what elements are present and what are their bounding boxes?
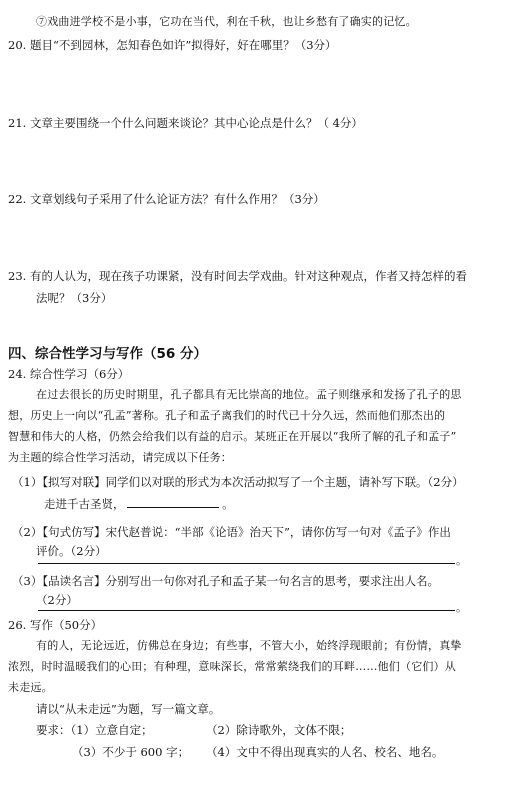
question-22: 22. 文章划线句子采用了什么论证方法？有什么作用？（3分） (8, 192, 325, 206)
requirements-label: 要求： (36, 723, 71, 737)
task-3-period: 。 (456, 601, 467, 614)
q24-passage-line: 为主题的综合性学习活动，请完成以下任务： (8, 451, 232, 464)
question-23-line-2: 法呢？（3分） (36, 291, 113, 305)
requirement-3: （3）不少于 600 字； (72, 745, 190, 759)
task-1-line-2: 走进千古圣贤， (44, 497, 125, 511)
task-2-line-1: （2）【句式仿写】宋代赵普说：“半部《论语》治天下”，请你仿写一句对《孟子》作出 (12, 525, 451, 539)
q24-passage-line: 想，历史上一向以“孔孟”著称。孔子和孟子离我们的时代已十分久远，然而他们那杰出的 (8, 409, 446, 422)
task-1-period: 。 (222, 497, 234, 511)
task-1-line-1: （1）【拟写对联】同学们以对联的形式为本次活动拟写了一个主题，请补写下联。（2分） (12, 475, 464, 489)
requirements-row-1 (36, 722, 153, 738)
task-3-answer-line[interactable] (38, 610, 455, 611)
task-1-answer-blank[interactable] (127, 496, 219, 508)
question-21: 21. 文章主要围绕一个什么问题来谈论？其中心论点是什么？（ 4分） (8, 116, 363, 130)
task-2-answer-line[interactable] (38, 563, 455, 564)
task-2-period: 。 (456, 554, 467, 567)
question-20: 20. 题目“不到园林，怎知春色如许”拟得好，好在哪里？（3分） (8, 38, 337, 52)
q26-passage-line: 浓烈，时时温暖我们的心田；有种理，意味深长，常常萦绕我们的耳畔……他们（它们）从 (8, 660, 456, 673)
q24-passage-line: 在过去很长的历史时期里，孔子都具有无比崇高的地位。孟子则继承和发扬了孔子的思 (36, 388, 462, 401)
q26-prompt: 请以“从未走远”为题，写一篇文章。 (36, 702, 221, 716)
task-3-line-2: （2分） (36, 593, 78, 607)
section-heading: 四、综合性学习与写作（56 分） (8, 346, 207, 362)
q26-passage-line: 未走远。 (8, 681, 53, 694)
question-24-title: 24. 综合性学习（6分） (8, 367, 130, 381)
task-1-answer-line (44, 496, 234, 512)
intro-line: ⑦戏曲进学校不是小事，它功在当代，利在千秋，也让乡愁有了确实的记忆。 (36, 15, 417, 28)
task-2-line-2: 评价。（2分） (36, 544, 107, 558)
requirement-2: （2）除诗歌外，文体不限； (206, 723, 352, 737)
question-23-line-1: 23. 有的人认为，现在孩子功课紧，没有时间去学戏曲。针对这种观点，作者又持怎样的看 (8, 269, 467, 283)
requirement-1: （1）立意自定； (70, 723, 153, 737)
q24-passage-line: 智慧和伟大的人格，仍然会给我们以有益的启示。某班正在开展以“我所了解的孔子和孟子” (8, 430, 457, 443)
task-3-line-1: （3）【品读名言】分别写出一句你对孔子和孟子某一句名言的思考，要求注出人名。 (12, 574, 440, 588)
q26-passage-line: 有的人，无论远近，仿佛总在身边；有些事，不管大小，始终浮现眼前；有份情，真挚 (36, 639, 462, 652)
requirement-4: （4）文中不得出现真实的人名、校名、地名。 (206, 745, 444, 759)
question-26-title: 26. 写作（50分） (8, 618, 103, 632)
